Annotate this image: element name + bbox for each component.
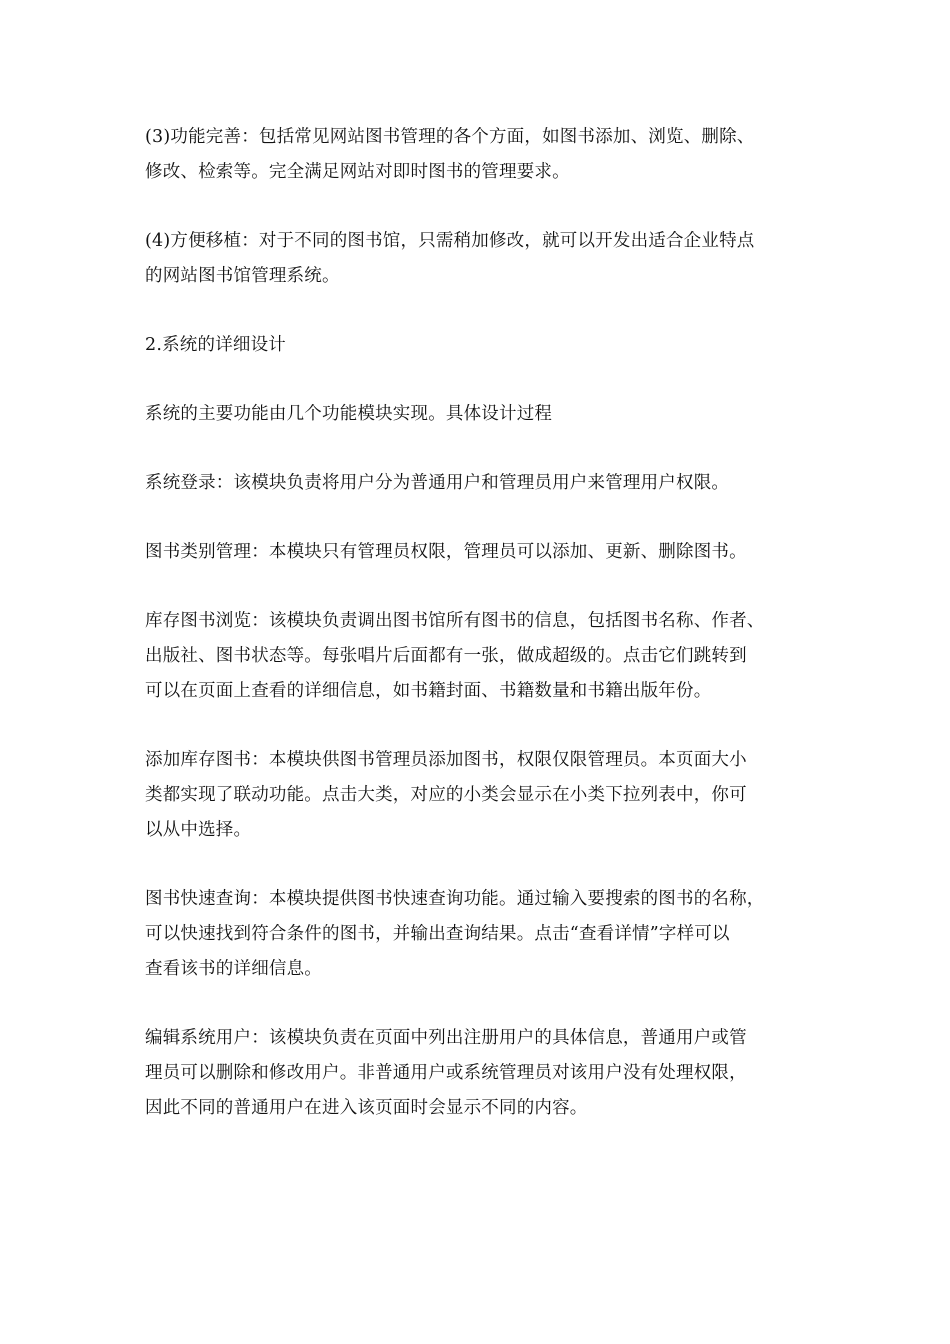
section-heading-detailed-design bbox=[145, 328, 810, 363]
text-line: 的网站图书馆管理系统。 bbox=[145, 266, 340, 286]
text-line: 图书类别管理：本模块只有管理员权限，管理员可以添加、更新、删除图书。 bbox=[145, 542, 747, 562]
document-body bbox=[145, 120, 810, 1160]
text-line: (4)方便移植：对于不同的图书馆，只需稍加修改，就可以开发出适合企业特点 bbox=[145, 231, 755, 251]
text-line: 因此不同的普通用户在进入该页面时会显示不同的内容。 bbox=[145, 1098, 588, 1118]
text-line: 图书快速查询：本模块提供图书快速查询功能。通过输入要搜索的图书的名称， bbox=[145, 889, 765, 909]
text-line: 以从中选择。 bbox=[145, 820, 252, 840]
text-line: 系统的主要功能由几个功能模块实现。具体设计过程 bbox=[145, 404, 553, 424]
text-line: 修改、检索等。完全满足网站对即时图书的管理要求。 bbox=[145, 162, 570, 182]
paragraph-main-functions bbox=[145, 397, 810, 432]
text-line: 理员可以删除和修改用户。非普通用户或系统管理员对该用户没有处理权限， bbox=[145, 1063, 747, 1083]
paragraph-edit-users bbox=[145, 1021, 810, 1126]
text-line: 系统登录：该模块负责将用户分为普通用户和管理员用户来管理用户权限。 bbox=[145, 473, 730, 493]
paragraph-function-complete bbox=[145, 120, 810, 190]
text-line: 类都实现了联动功能。点击大类，对应的小类会显示在小类下拉列表中，你可 bbox=[145, 785, 747, 805]
paragraph-add-inventory bbox=[145, 743, 810, 848]
text-line: 编辑系统用户：该模块负责在页面中列出注册用户的具体信息，普通用户或管 bbox=[145, 1028, 747, 1048]
paragraph-easy-porting bbox=[145, 224, 810, 294]
text-line: 可以快速找到符合条件的图书，并输出查询结果。点击“查看详情”字样可以 bbox=[145, 924, 730, 944]
text-line: 可以在页面上查看的详细信息，如书籍封面、书籍数量和书籍出版年份。 bbox=[145, 681, 712, 701]
text-line: 库存图书浏览：该模块负责调出图书馆所有图书的信息，包括图书名称、作者、 bbox=[145, 611, 765, 631]
paragraph-category-management bbox=[145, 535, 810, 570]
text-line: 2.系统的详细设计 bbox=[145, 335, 286, 355]
text-line: (3)功能完善：包括常见网站图书管理的各个方面，如图书添加、浏览、删除、 bbox=[145, 127, 755, 147]
paragraph-system-login bbox=[145, 466, 810, 501]
text-line: 查看该书的详细信息。 bbox=[145, 959, 322, 979]
paragraph-quick-search bbox=[145, 882, 810, 987]
text-line: 出版社、图书状态等。每张唱片后面都有一张，做成超级的。点击它们跳转到 bbox=[145, 646, 747, 666]
text-line: 添加库存图书：本模块供图书管理员添加图书，权限仅限管理员。本页面大小 bbox=[145, 750, 747, 770]
paragraph-inventory-browse bbox=[145, 604, 810, 709]
